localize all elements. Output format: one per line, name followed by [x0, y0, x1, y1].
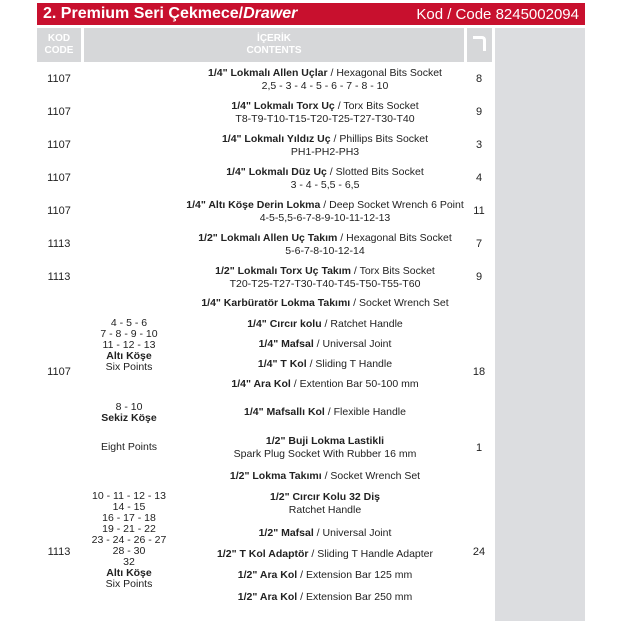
- row-code: 1113: [47, 238, 71, 250]
- set12-item: 1/2" T Kol Adaptör / Sliding T Handle Adapter: [216, 548, 434, 560]
- set12-ratchet: 1/2" Cırcır Kolu 32 Diş: [269, 491, 381, 503]
- set14-code: 1107: [47, 366, 71, 378]
- set14-item: 1/4" Ara Kol / Extention Bar 50-100 mm: [231, 378, 419, 390]
- set14-item: 1/4" Mafsal / Universal Joint: [258, 338, 392, 350]
- row-title: 1/4" Lokmalı Düz Uç / Slotted Bits Socket: [226, 166, 424, 178]
- set12-code: 1113: [47, 546, 71, 558]
- set12-ratchet-en: Ratchet Handle: [288, 504, 362, 516]
- set14-sizes: 4 - 5 - 6 7 - 8 - 9 - 10 11 - 12 - 13 Altı Köşe Six Points: [100, 317, 158, 373]
- row-values: T8-T9-T10-T15-T20-T25-T27-T30-T40: [235, 113, 415, 125]
- set14-item: 1/4" Mafsallı Kol / Flexible Handle: [244, 406, 406, 418]
- row-qty: 3: [475, 139, 483, 151]
- row-values: 4-5-5,5-6-7-8-9-10-11-12-13: [259, 212, 391, 224]
- row-qty: 9: [475, 271, 483, 283]
- row-qty: 11: [473, 205, 485, 217]
- set14-title: 1/4" Karbüratör Lokma Takımı / Socket Wrench Set: [201, 297, 449, 309]
- set12-qty: 24: [472, 546, 486, 558]
- set12-sizes: 10 - 11 - 12 - 13 14 - 15 16 - 17 - 18 19 - 21 - 22 23 - 24 - 26 - 27 28 - 30 32 Altı Köşe Six Points: [91, 490, 167, 590]
- row-qty: 9: [475, 106, 483, 118]
- code-column-header: KOD CODE: [37, 28, 81, 62]
- row-title: 1/2" Lokmalı Allen Uç Takım / Hexagonal Bits Socket: [198, 232, 452, 244]
- row-title: 1/4" Lokmalı Torx Uç / Torx Bits Socket: [231, 100, 419, 112]
- row-values: 5-6-7-8-10-12-14: [285, 245, 365, 257]
- row-title: 1/2" Lokmalı Torx Uç Takım / Torx Bits Socket: [215, 265, 435, 277]
- contents-column-header: İÇERİK CONTENTS: [84, 28, 464, 62]
- set14-eight-en: Eight Points: [100, 441, 158, 453]
- row-code: 1107: [47, 172, 71, 184]
- row-code: 1107: [47, 106, 71, 118]
- row-qty: 4: [475, 172, 483, 184]
- row-values: 2,5 - 3 - 4 - 5 - 6 - 7 - 8 - 10: [261, 80, 389, 92]
- row-title: 1/4" Lokmalı Yıldız Uç / Phillips Bits Socket: [221, 133, 429, 145]
- corner-bracket-icon: [473, 36, 486, 51]
- set12-title: 1/2" Lokma Takımı / Socket Wrench Set: [229, 470, 421, 482]
- row-values: PH1-PH2-PH3: [290, 146, 360, 158]
- section-title: 2. Premium Seri Çekmece/Drawer: [43, 5, 298, 22]
- row-qty: 8: [475, 73, 483, 85]
- set14-item: 1/4" T Kol / Sliding T Handle: [257, 358, 393, 370]
- row-title: 1/4" Altı Köşe Derin Lokma / Deep Socket Wrench 6 Point: [186, 199, 464, 211]
- row-qty: 7: [475, 238, 483, 250]
- spark-subtitle: Spark Plug Socket With Rubber 16 mm: [233, 448, 417, 460]
- section-title-bar: [37, 3, 585, 25]
- set12-item: 1/2" Ara Kol / Extension Bar 250 mm: [237, 591, 413, 603]
- product-code: Kod / Code 8245002094: [416, 6, 579, 23]
- set14-item: 1/4" Cırcır kolu / Ratchet Handle: [247, 318, 403, 330]
- row-code: 1107: [47, 73, 71, 85]
- set12-item: 1/2" Ara Kol / Extension Bar 125 mm: [237, 569, 413, 581]
- set14-eight-points: 8 - 10 Sekiz Köşe: [101, 401, 157, 424]
- spark-qty: 1: [475, 442, 483, 454]
- row-code: 1107: [47, 205, 71, 217]
- row-title: 1/4" Lokmalı Allen Uçlar / Hexagonal Bits Socket: [208, 67, 442, 79]
- row-values: 3 - 4 - 5,5 - 6,5: [290, 179, 360, 191]
- row-code: 1107: [47, 139, 71, 151]
- spark-title: 1/2" Buji Lokma Lastikli: [265, 435, 385, 447]
- row-code: 1113: [47, 271, 71, 283]
- set14-qty: 18: [472, 366, 486, 378]
- row-values: T20-T25-T27-T30-T40-T45-T50-T55-T60: [229, 278, 421, 290]
- quantity-column-header: [467, 28, 492, 62]
- set12-item: 1/2" Mafsal / Universal Joint: [258, 527, 392, 539]
